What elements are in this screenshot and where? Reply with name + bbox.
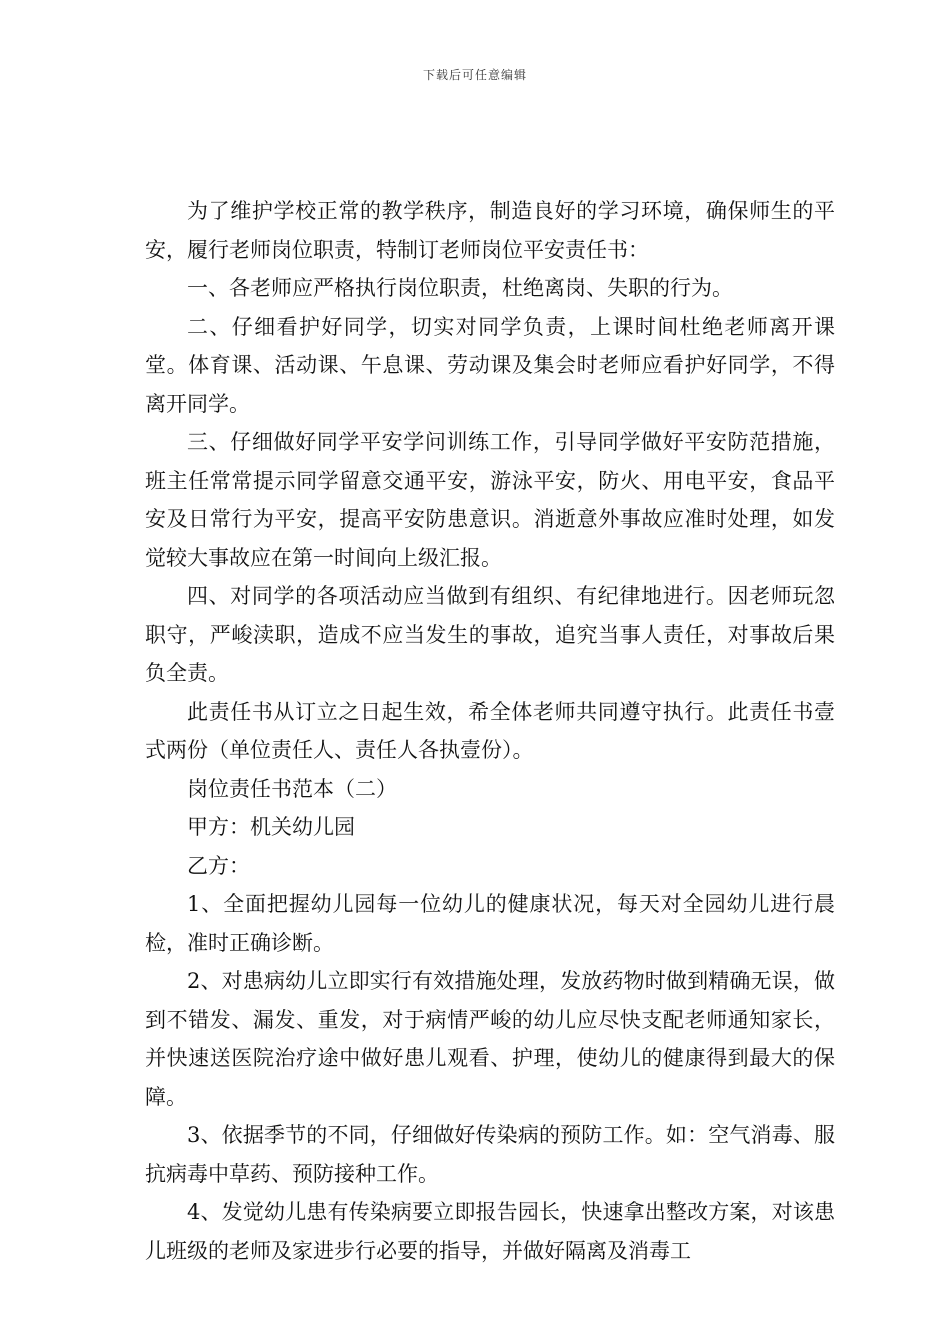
paragraph-item-3: 三、仔细做好同学平安学问训练工作，引导同学做好平安防范措施，班主任常常提示同学留意交通平安，游泳平安，防火、用电平安，食品平安及日常行为平安，提高平安防患意识。消逝意外事故应准时处理，如发觉较大事故应在第一时间向上级汇报。 [145,430,835,570]
paragraph-intro: 为了维护学校正常的教学秩序，制造良好的学习环境，确保师生的平安，履行老师岗位职责，特制订老师岗位平安责任书： [145,199,835,262]
clause-4: 4、发觉幼儿患有传染病要立即报告园长，快速拿出整改方案，对该患儿班级的老师及家进步行必要的指导，并做好隔离及消毒工 [145,1200,835,1263]
paragraph-item-1: 一、各老师应严格执行岗位职责，杜绝离岗、失职的行为。 [187,276,733,300]
paragraph-item-4: 四、对同学的各项活动应当做到有组织、有纪律地进行。因老师玩忽职守，严峻渎职，造成不应当发生的事故，追究当事人责任，对事故后果负全责。 [145,584,835,685]
section-title: 岗位责任书范本（二） [187,776,397,801]
paragraph-item-2: 二、仔细看护好同学，切实对同学负责，上课时间杜绝老师离开课堂。体育课、活动课、午息课、劳动课及集会时老师应看护好同学，不得离开同学。 [145,314,835,416]
page-header: 下载后可任意编辑 [422,68,527,82]
party-b: 乙方： [187,853,250,878]
clause-2: 2、对患病幼儿立即实行有效措施处理，发放药物时做到精确无误，做到不错发、漏发、重发，对于病情严峻的幼儿应尽快支配老师通知家长，并快速送医院治疗途中做好患儿观看、护理，使幼儿的健康得到最大的保障。 [145,969,835,1109]
party-a: 甲方：机关幼儿园 [187,815,355,839]
document-body [145,192,835,1270]
clause-3: 3、依据季节的不同，仔细做好传染病的预防工作。如：空气消毒、服抗病毒中草药、预防接种工作。 [145,1123,835,1186]
clause-1: 1、全面把握幼儿园每一位幼儿的健康状况，每天对全园幼儿进行晨检，准时正确诊断。 [145,892,835,955]
paragraph-effective: 此责任书从订立之日起生效，希全体老师共同遵守执行。此责任书壹式两份（单位责任人、责任人各执壹份）。 [145,699,835,762]
